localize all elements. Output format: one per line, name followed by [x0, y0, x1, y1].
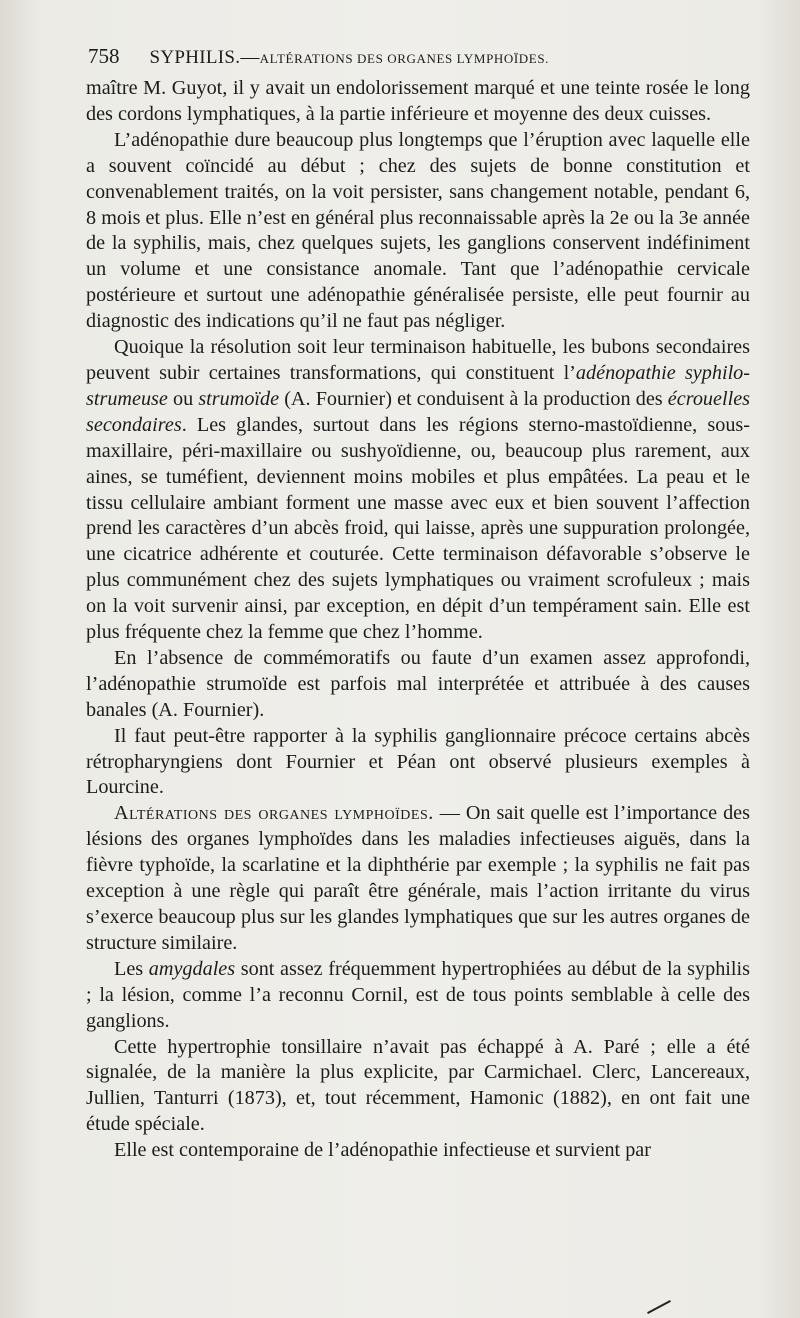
paragraph-2: L’adénopathie dure beaucoup plus longtemps que l’éruption avec laquelle elle a souvent coïncidé au début ; chez des sujets de bonne constitution et convenablement traités, on la voit persister, sans changement notable, pendant 6, 8 mois et plus. Elle n’est en général plus reconnaissable après la 2e ou la 3e année de la syphilis, mais, chez quelques sujets, les ganglions conservent indéfiniment un volume et une consistance anomale. Tant que l’adénopathie cervicale postérieure et surtout une adénopathie généralisée persiste, elle peut fournir au diagnostic des indications qu’il ne faut pas négliger. — [86, 128, 750, 333]
paragraph-4: En l’absence de commémoratifs ou faute d’un examen assez approfondi, l’adénopathie strumoïde est parfois mal interprétée et attribuée à des causes banales (A. Fournier). — [86, 646, 750, 721]
term-adenopathie-syphilo-strumeuse: adénopathie syphilo-strumeuse — [86, 361, 750, 410]
term-ecrouelles-secondaires: écrouelles secondaires — [86, 387, 751, 436]
paragraph-5: Il faut peut-être rapporter à la syphilis ganglionnaire précoce certains abcès rétropharyngiens dont Fournier et Péan ont observé plusieurs exemples à Lourcine. — [86, 724, 750, 799]
paragraph-3-part-b: ou — [167, 387, 199, 410]
pencil-mark — [647, 1300, 671, 1314]
paragraph-3-part-a: Quoique la résolution soit leur terminaison habituelle, les bubons secondaires peuvent subir certaines transformations, qui constituent l’ — [86, 336, 750, 384]
page-number: 758 — [88, 44, 120, 68]
paragraph-8: Cette hypertrophie tonsillaire n’avait pas échappé à A. Paré ; elle a été signalée, de la manière la plus explicite, par Carmichael. Clerc, Lancereaux, Jullien, Tanturri (1873), et, tout récemment, Hamonic (1882), en ont fait une étude spéciale. — [86, 1035, 750, 1136]
running-title: SYPHILIS. — [149, 47, 241, 68]
page-header — [88, 44, 752, 72]
paragraph-9: Elle est contemporaine de l’adénopathie infectieuse et survient par — [114, 1139, 651, 1162]
running-subtitle: ALTÉRATIONS DES ORGANES LYMPHOÏDES. — [259, 51, 550, 66]
paragraph-3-part-c: (A. Fournier) et conduisent à la production des — [279, 387, 668, 410]
paragraph-3 — [86, 335, 750, 646]
paragraph-7-part-a: Les — [114, 957, 149, 980]
paragraph-6-text: — On sait quelle est l’importance des lésions des organes lymphoïdes dans les maladies infectieuses aiguës, dans la fièvre typhoïde, la scarlatine et la diphthérie par exemple ; la syphilis ne fait pas exception à une règle qui paraît être générale, mais l’action irritante du virus s’exerce beaucoup plus sur les glandes lymphatiques que sur les autres organes de structure similaire. — [86, 802, 750, 954]
term-strumoide: strumoïde — [198, 387, 280, 410]
section-heading: Altérations des organes lymphoïdes. — [114, 802, 434, 825]
term-amygdales: amygdales — [148, 957, 236, 980]
paragraph-7 — [86, 957, 750, 1035]
paragraph-3-part-d: . Les glandes, surtout dans les régions sterno-mastoïdienne, sous-maxillaire, péri-maxillaire ou sushyoïdienne, ou, beaucoup plus rarement, aux aines, se tuméfient, deviennent moins mobiles et plus empâtées. La peau et le tissu cellulaire ambiant forment une masse avec eux et bien souvent l’affection prend les caractères d’un abcès froid, qui laisse, après une suppuration prolongée, une cicatrice adhérente et couturée. Cette terminaison défavorable s’observe le plus communément chez des sujets lymphatiques ou vraiment scrofuleux ; mais on la voit survenir ainsi, par exception, en dépit d’un tempérament sain. Elle est plus fréquente chez la femme que chez l’homme. — [86, 413, 750, 644]
header-dash: — — [240, 47, 260, 68]
paragraph-7-part-b: sont assez fréquemment hypertrophiées au début de la syphilis ; la lésion, comme l’a reconnu Cornil, est de tous points semblable à celle des ganglions. — [86, 957, 750, 1032]
paragraph-1: maître M. Guyot, il y avait un endolorissement marqué et une teinte rosée le long des cordons lymphatiques, à la partie inférieure et moyenne des deux cuisses. — [86, 77, 750, 125]
paragraph-6 — [86, 801, 750, 956]
body-text — [86, 76, 750, 1164]
